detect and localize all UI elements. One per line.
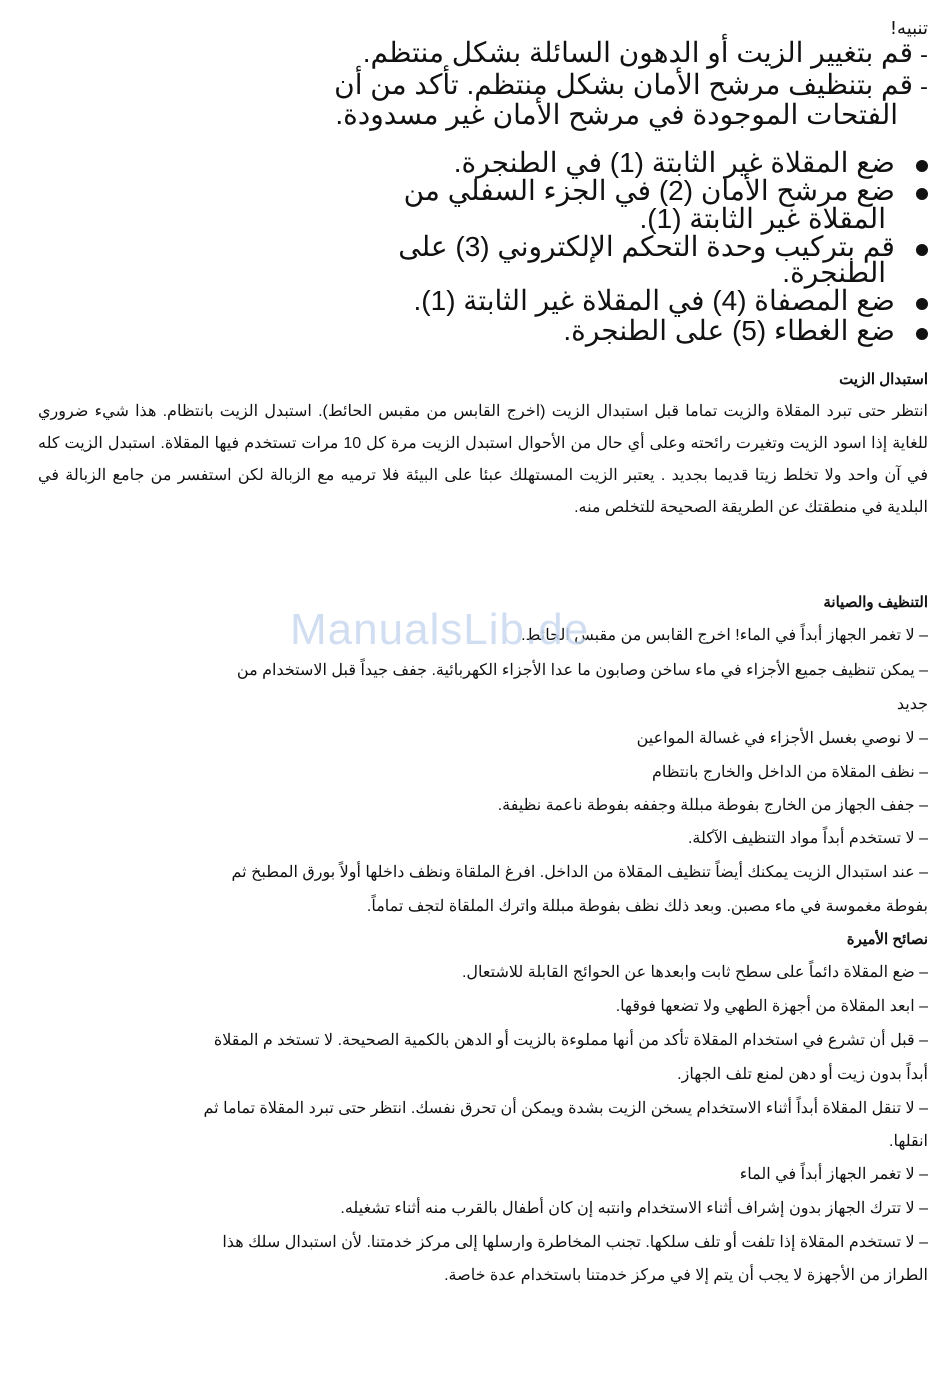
tips-line: الطراز من الأجهزة لا يجب أن يتم إلا في مركز خدمتنا باستخدام عدة خاصة. — [444, 1267, 928, 1284]
cleaning-line: جديد — [896, 696, 928, 713]
watermark: ManualsLib.de — [290, 605, 590, 654]
tips-line: – لا تغمر الجهاز أبداً في الماء — [739, 1166, 928, 1183]
section-heading-cleaning: التنظيف والصيانة — [823, 594, 928, 611]
bullet-icon — [916, 188, 928, 200]
cleaning-line: – يمكن تنظيف جميع الأجزاء في ماء ساخن وصابون ما عدا الأجزاء الكهربائية. جفف جيداً قبل الاستخدام من — [236, 662, 928, 679]
warning-title: تنبيه! — [889, 18, 928, 39]
tips-line: – ابعد المقلاة من أجهزة الطهي ولا تضعها فوقها. — [615, 998, 928, 1015]
bullet-icon — [916, 298, 928, 310]
section-heading-oil: استبدال الزيت — [839, 371, 928, 388]
step-item: ضع مرشح الأمان (2) في الجزء السفلي من — [404, 176, 928, 206]
bullet-icon — [916, 328, 928, 340]
warning-dash-1: - قم بتغيير الزيت أو الدهون السائلة بشكل منتظم. — [362, 37, 928, 68]
bullet-icon — [916, 244, 928, 256]
cleaning-line: – لا تستخدم أبداً مواد التنظيف الآكلة. — [687, 830, 928, 847]
step-item-cont: المقلاة غير الثابتة (1). — [639, 203, 886, 234]
warning-dash-2-cont: الفتحات الموجودة في مرشح الأمان غير مسدودة. — [335, 99, 898, 130]
cleaning-line: – لا تغمر الجهاز أبداً في الماء! اخرج القابس من مقبس الحائط. — [521, 627, 928, 644]
tips-line: انقلها. — [889, 1133, 928, 1150]
step-item: ضع الغطاء (5) على الطنجرة. — [563, 316, 928, 346]
step-item-cont: الطنجرة. — [782, 257, 886, 288]
cleaning-line: بفوطة مغموسة في ماء مصبن. وبعد ذلك نظف بفوطة مبللة واترك الملقاة لتجف تماماً. — [366, 898, 928, 915]
tips-line: أبداً بدون زيت أو دهن لمنع تلف الجهاز. — [677, 1066, 928, 1083]
cleaning-line: – جفف الجهاز من الخارج بفوطة مبللة وجففه بفوطة ناعمة نظيفة. — [497, 797, 928, 814]
step-item: قم بتركيب وحدة التحكم الإلكتروني (3) على — [398, 232, 928, 262]
tips-line: – لا تستخدم المقلاة إذا تلفت أو تلف سلكها. تجنب المخاطرة وارسلها إلى مركز خدمتنا. لأن استبدال سلك هذا — [222, 1234, 928, 1251]
tips-line: – لا تترك الجهاز بدون إشراف أثناء الاستخدام وانتبه إن كان أطفال بالقرب منه أثناء تشغيله. — [340, 1200, 928, 1217]
warning-dash-2: - قم بتنظيف مرشح الأمان بشكل منتظم. تأكد من أن — [334, 69, 928, 100]
step-item: ضع المقلاة غير الثابتة (1) في الطنجرة. — [454, 148, 928, 178]
tips-line: – قبل أن تشرع في استخدام المقلاة تأكد من أنها مملوءة بالزيت أو الدهن بالكمية الصحيحة. لا تستخد م المقلاة — [213, 1032, 928, 1049]
oil-change-paragraph: انتظر حتى تبرد المقلاة والزيت تماما قبل استبدال الزيت (اخرج القابس من مقبس الحائط). استبدل الزيت بانتظام. هذا شيء ضروري للغاية إذا اسود الزيت وتغيرت رائحته وعلى أي حال من الأحوال استبدل الزيت مرة كل 10 مرات تستخدم فيها المقلاة. استبدل الزيت كله في آن واحد ولا تخلط زيتا قديما بجديد . يعتبر الزيت المستهلك عبئا على البيئة فلا ترميه مع الزبالة لكن استفسر من جامع الزبالة في البلدية في منطقتك عن الطريقة الصحيحة للتخلص منه. — [38, 403, 929, 516]
bullet-icon — [916, 160, 928, 172]
cleaning-line: – عند استبدال الزيت يمكنك أيضاً تنظيف المقلاة من الداخل. افرغ الملقاة ونظف داخلها أولاً بورق المطبخ ثم — [231, 864, 928, 881]
step-item: ضع المصفاة (4) في المقلاة غير الثابتة (1). — [414, 286, 928, 316]
tips-line: – لا تنقل المقلاة أبداً أثناء الاستخدام يسخن الزيت بشدة ويمكن أن تحرق نفسك. انتظر حتى تبرد المقلاة تماما ثم — [203, 1100, 928, 1117]
cleaning-line: – لا نوصي بغسل الأجزاء في غسالة المواعين — [636, 730, 928, 747]
cleaning-line: – نظف المقلاة من الداخل والخارج بانتظام — [651, 764, 928, 781]
tips-line: – ضع المقلاة دائماً على سطح ثابت وابعدها عن الحوائج القابلة للاشتعال. — [461, 964, 928, 981]
section-heading-tips: نصائح الأميرة — [846, 931, 928, 948]
